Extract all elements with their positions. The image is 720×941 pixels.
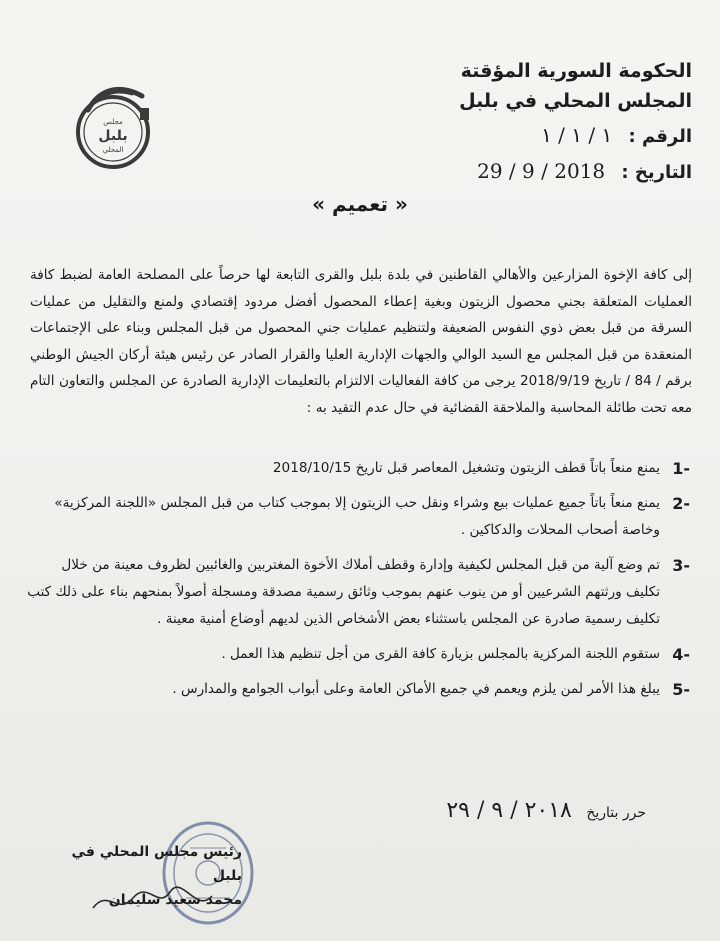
item-text: تم وضع آلية من قبل المجلس لكيفية وإدارة وقطف أملاك الأخوة المغتربين والغائبين لظروف معينة من خلال تكليف ورثتهم الشرعيين أو من ينوب عنهم بموجب وثائق رسمية مصدقة ومسجلة أصولاً بمنحهم بناء على ذلك كتب تكليف رسمية صادرة عن المجلس باستثناء بعض الأشخاص الذين لديهم أوضاع أمنية معينة .: [27, 557, 660, 627]
letterhead: [459, 56, 692, 116]
signatory-name: محمد سعيد سليمان: [108, 892, 242, 908]
date-label: التاريخ :: [621, 162, 692, 183]
logo-bottom-text: المحلي: [102, 146, 124, 154]
number-label: الرقم :: [628, 126, 692, 147]
government-name: الحكومة السورية المؤقتة: [460, 60, 692, 82]
item-number: -2: [672, 494, 690, 513]
item-text: ستقوم اللجنة المركزية بالمجلس بزيارة كافة القرى من أجل تنظيم هذا العمل .: [221, 646, 660, 662]
handwritten-signature-icon: [88, 880, 218, 920]
item-text: يمنع منعاً باتاً جميع عمليات بيع وشراء ونقل حب الزيتون إلا بموجب كتاب من قبل المجلس «اللجنة المركزية» وخاصة أصحاب المحلات والدكاكين .: [54, 495, 660, 538]
item-number: -3: [672, 556, 690, 575]
council-name: المجلس المحلي في بلبل: [459, 90, 692, 112]
logo-main-text: بلبل: [98, 128, 128, 144]
item-number: -5: [672, 680, 690, 699]
signed-label: حرر بتاريخ: [586, 805, 646, 821]
document-title: « تعميم »: [312, 192, 408, 216]
signatory-title: رئيس مجلس المحلي في بلبل: [71, 844, 242, 884]
number-value: ١ / ١ / ١: [541, 123, 613, 147]
item-text: يمنع منعاً باتاً قطف الزيتون وتشغيل المعاصر قبل تاريخ 2018/10/15: [272, 460, 660, 476]
council-logo-icon: [70, 82, 156, 174]
date-value: 2018 / 9 / 29: [477, 159, 606, 183]
reference-block: [467, 118, 692, 190]
list-item: [24, 490, 690, 544]
list-item: [24, 455, 690, 482]
reference-date-row: [467, 154, 692, 190]
list-item: [24, 641, 690, 668]
reference-number-row: [467, 118, 692, 154]
logo-top-text: مجلس: [103, 118, 123, 126]
body-paragraph: إلى كافة الإخوة المزارعين والأهالي القاطنين في بلدة بلبل والقرى التابعة لها حرصاً على المصلحة العامة لضبط كافة العمليات المتعلقة بجني محصول الزيتون وبغية إعطاء المحصول أفضل مردود إقتصادي ولمنع والتقليل من عمليات السرقة من قبل بعض ذوي النفوس الضعيفة ولتنظيم عمليات جني المحصول من قبل المجلس وبناء على الإجتماعات المنعقدة من قبل المجلس مع السيد الوالي والجهات الإدارية العليا والقرار الصادر عن رئيس هيئة أركان الجيش الوطني برقم / 84 / تاريخ 2018/9/19 يرجى من كافة الفعاليات الالتزام بالتعليمات الإدارية الصادرة عن المجلس والتعاون التام معه تحت طائلة المحاسبة والملاحقة القضائية في حال عدم التقيد به :: [30, 267, 692, 416]
signed-date: [446, 798, 646, 823]
instructions-list: [24, 455, 690, 711]
item-text: يبلغ هذا الأمر لمن يلزم ويعمم في جميع الأماكن العامة وعلى أبواب الجوامع والمدارس .: [172, 681, 660, 697]
signed-value: ٢٠١٨ / ٩ / ٢٩: [446, 798, 572, 823]
list-item: [24, 552, 690, 633]
item-number: -1: [672, 459, 690, 478]
list-item: [24, 676, 690, 703]
item-number: -4: [672, 645, 690, 664]
